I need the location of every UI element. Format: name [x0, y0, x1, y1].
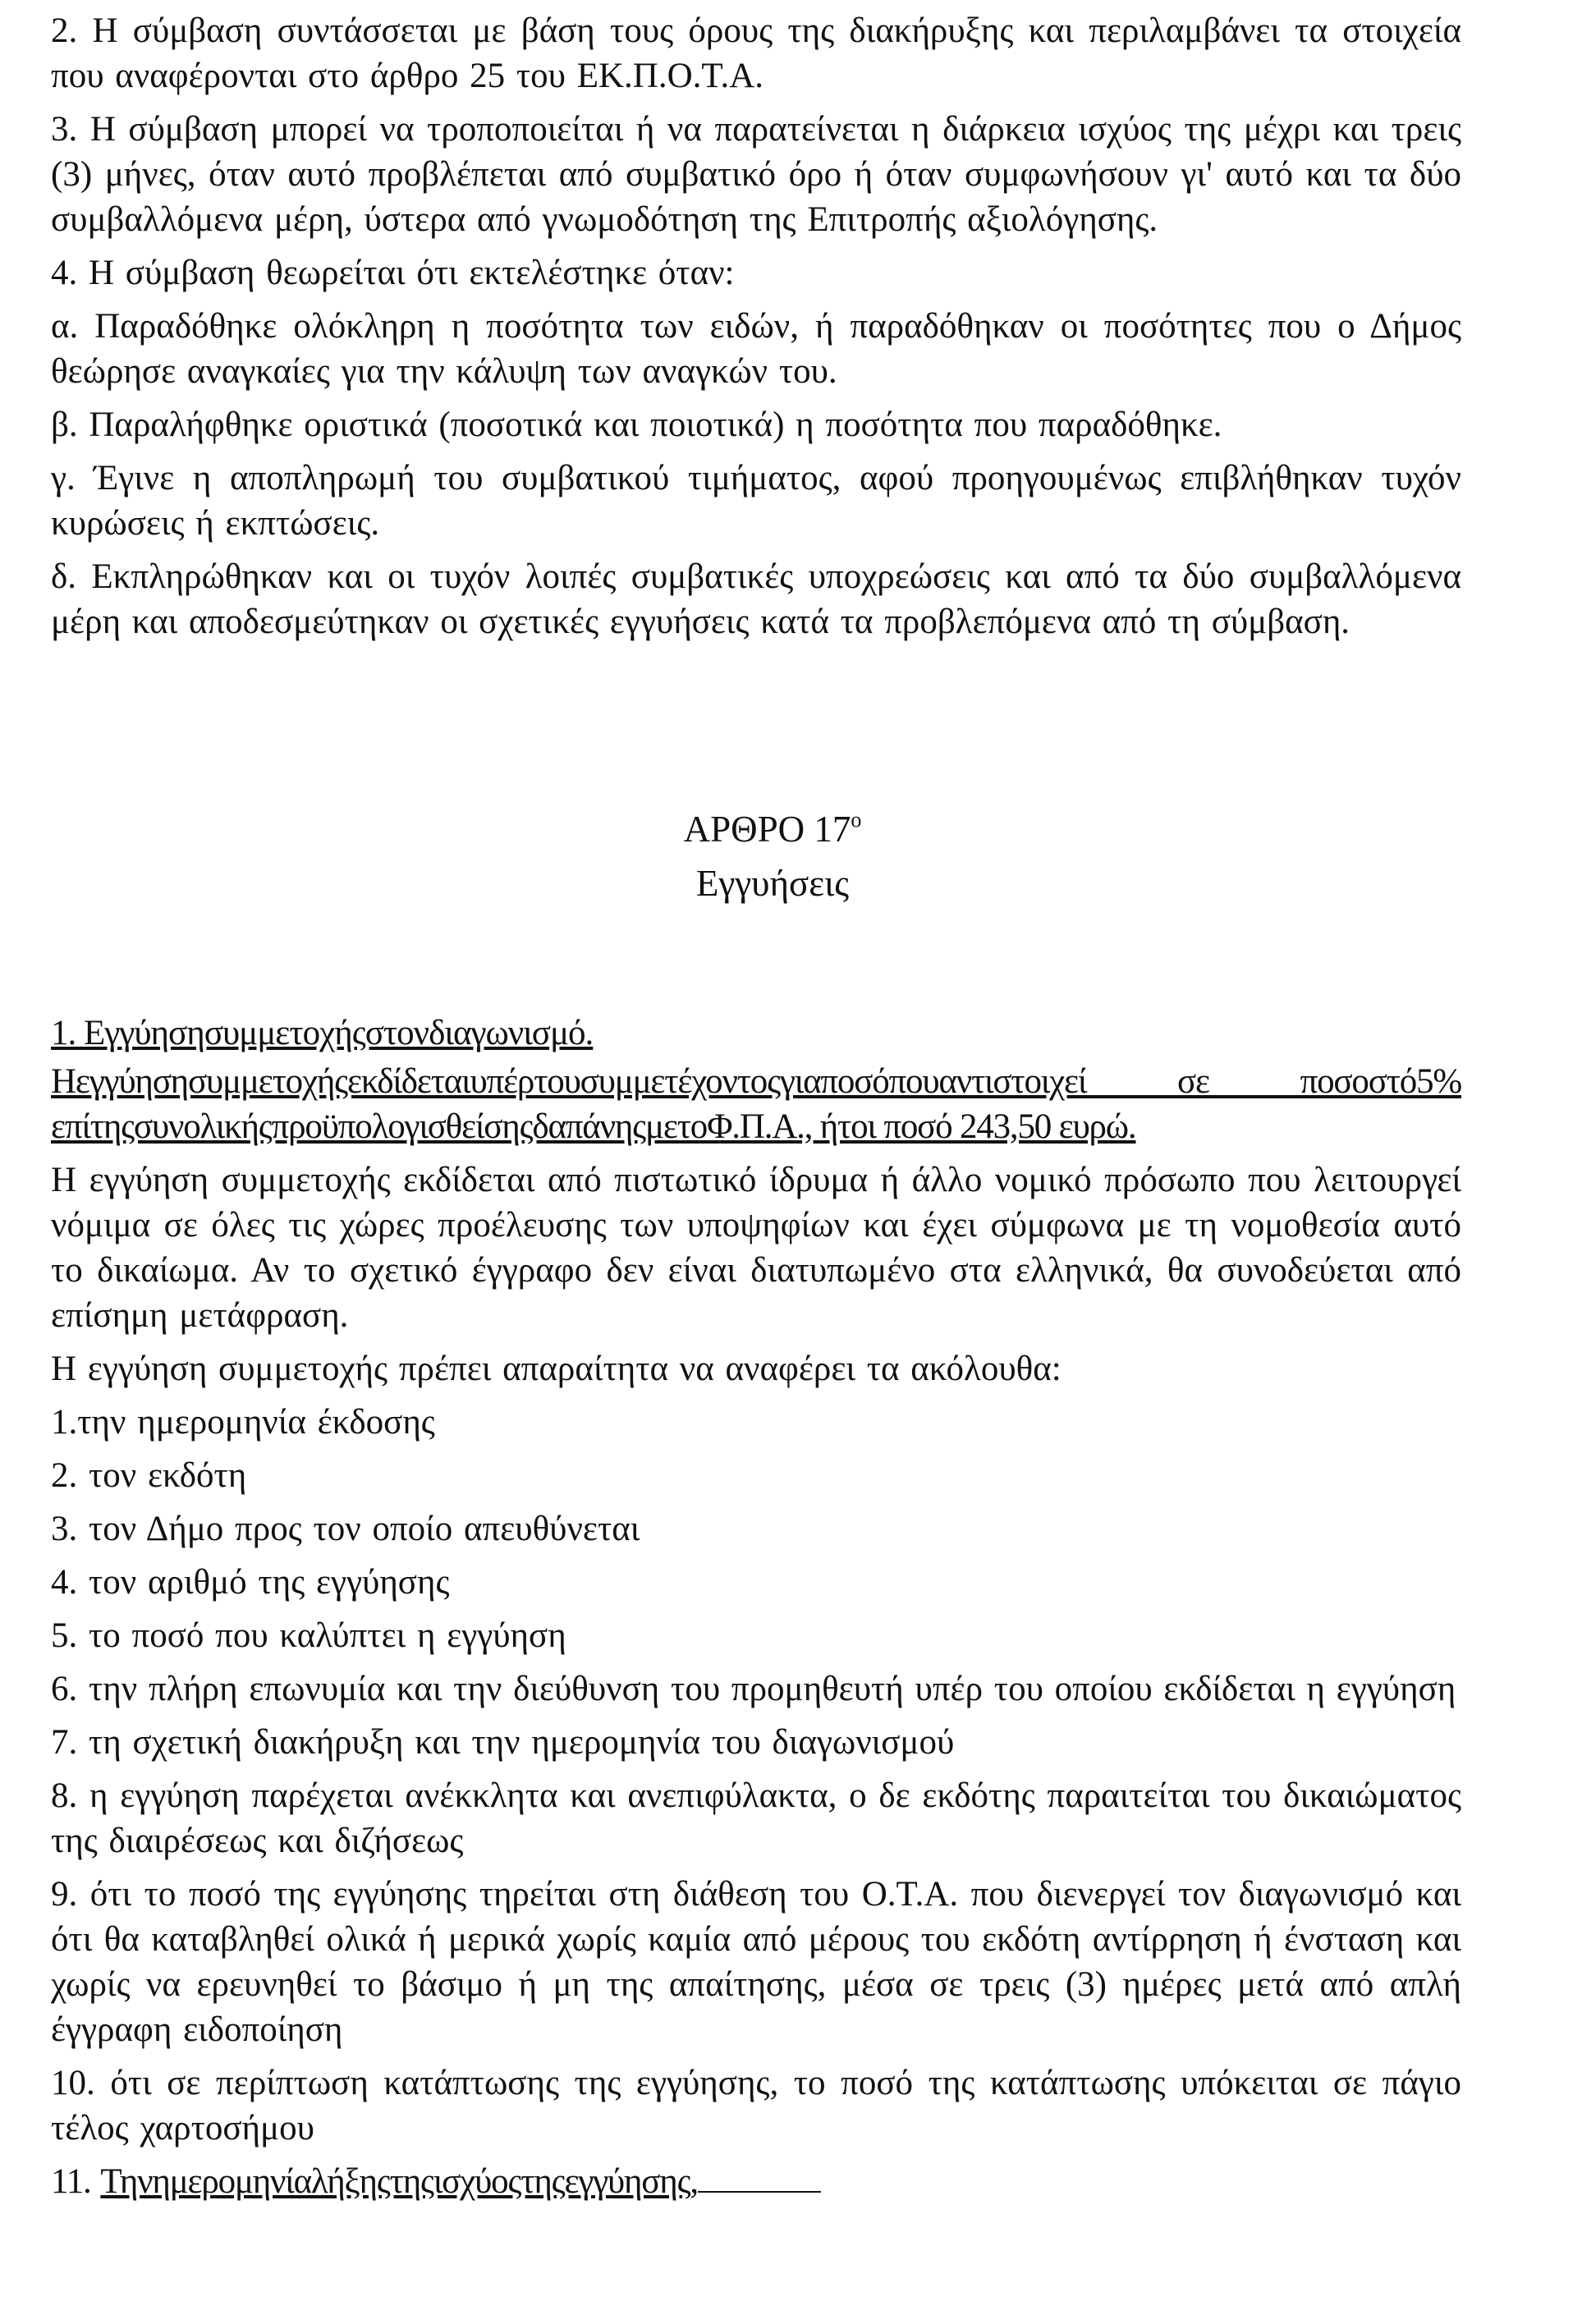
article-title-text: ΑΡΘΡΟ 17	[683, 809, 851, 850]
list-item: 8. η εγγύηση παρέχεται ανέκκλητα και ανεπιφύλακτα, ο δε εκδότης παραιτείται του δικαιώματος της διαιρέσεως και διζήσεως	[51, 1776, 1461, 1860]
list-item-number: 11.	[51, 2162, 91, 2201]
section-title: 1. Εγγύησησυμμετοχήςστονδιαγωνισμό.	[51, 1014, 594, 1052]
list-item: 7. τη σχετική διακήρυξη και την ημερομηνία του διαγωνισμού	[51, 1723, 955, 1762]
list-item: 9. ότι το ποσό της εγγύησης τηρείται στη διάθεση του Ο.Τ.Α. που διενεργεί τον διαγωνισμό και ότι θα καταβληθεί ολικά ή μερικά χωρίς καμία από μέρους του εκδότη αντίρρηση ή ένσταση και χωρίς να ερευνηθεί το βάσιμο ή μη της απαίτησης, μέσα σε τρεις (3) ημέρες μετά από απλή έγγραφη ειδοποίηση	[51, 1875, 1461, 2049]
paragraph-completion-d: δ. Εκπληρώθηκαν και οι τυχόν λοιπές συμβατικές υποχρεώσεις και από τα δύο συμβαλλόμενα μέρη και αποδεσμεύτηκαν οι σχετικές εγγυήσεις κατά τα προβλεπόμενα από τη σύμβαση.	[51, 557, 1461, 641]
list-item: 10. ότι σε περίπτωση κατάπτωσης της εγγύησης, το ποσό της κατάπτωσης υπόκειται σε πάγιο τέλος χαρτοσήμου	[51, 2064, 1461, 2148]
paragraph-guarantee-requirements: Η εγγύηση συμμετοχής πρέπει απαραίτητα να αναφέρει τα ακόλουθα:	[51, 1350, 1062, 1388]
list-item: 4. τον αριθμό της εγγύησης	[51, 1563, 450, 1602]
article-heading	[51, 804, 1461, 908]
list-item: 6. την πλήρη επωνυμία και την διεύθυνση του προμηθευτή υπέρ του οποίου εκδίδεται η εγγύηση	[51, 1670, 1456, 1708]
paragraph-contract-modification: 3. Η σύμβαση μπορεί να τροποποιείται ή να παρατείνεται η διάρκεια ισχύος της μέχρι και τρεις (3) μήνες, όταν αυτό προβλέπεται από συμβατικό όρο ή όταν συμφωνήσουν γι' αυτό και τα δύο συμβαλλόμενα μέρη, ύστερα από γνωμοδότηση της Επιτροπής αξιολόγησης.	[51, 110, 1461, 239]
document-page	[51, 8, 1461, 2212]
paragraph-guarantee-issuer: Η εγγύηση συμμετοχής εκδίδεται από πιστωτικό ίδρυμα ή άλλο νομικό πρόσωπο που λειτουργεί νόμιμα σε όλες τις χώρες προέλευσης των υποψηφίων και έχει σύμφωνα με τη νομοθεσία αυτό το δικαίωμα. Αν το σχετικό έγγραφο δεν είναι διατυπωμένο στα ελληνικά, θα συνοδεύεται από επίσημη μετάφραση.	[51, 1161, 1461, 1335]
list-item: 1.την ημερομηνία έκδοσης	[51, 1403, 435, 1442]
article-title-superscript: ο	[851, 808, 862, 832]
paragraph-completion-c: γ. Έγινε η αποπληρωμή του συμβατικού τιμήματος, αφού προηγουμένως επιβλήθηκαν τυχόν κυρώσεις ή εκπτώσεις.	[51, 459, 1461, 543]
article-subtitle: Εγγυήσεις	[695, 863, 850, 904]
guarantee-amount-text: Ηεγγύησησυμμετοχήςεκδίδεταιυπέρτουσυμμετέχοντοςγιαποσόπουαντιστοιχεί σε ποσοστό5% επίτηςσυνολικήςπροϋπολογισθείσηςδαπάνηςμετοΦ.Π.Α., ήτοι ποσό 243,50 ευρώ.	[51, 1062, 1461, 1146]
fill-in-blank-line	[698, 2160, 821, 2193]
requirements-list	[51, 1400, 1461, 2204]
list-item: 2. τον εκδότη	[51, 1456, 247, 1495]
list-item: 3. τον Δήμο προς τον οποίο απευθύνεται	[51, 1510, 640, 1548]
article-title	[51, 804, 1461, 854]
list-item-expiry	[51, 2159, 1461, 2204]
paragraph-completion-b: β. Παραλήφθηκε οριστικά (ποσοτικά και ποιοτικά) η ποσότητα που παραδόθηκε.	[51, 406, 1222, 444]
list-item-expiry-text: Τηνημερομηνίαλήξηςτηςισχύοςτηςεγγύησης,	[100, 2162, 698, 2201]
paragraph-contract-completion: 4. Η σύμβαση θεωρείται ότι εκτελέστηκε όταν:	[51, 254, 735, 292]
paragraph-completion-a: α. Παραδόθηκε ολόκληρη η ποσότητα των ειδών, ή παραδόθηκαν οι ποσότητες που ο Δήμος θεώρησε αναγκαίες για την κάλυψη των αναγκών του.	[51, 307, 1461, 391]
paragraph-contract-terms: 2. Η σύμβαση συντάσσεται με βάση τους όρους της διακήρυξης και περιλαμβάνει τα στοιχεία που αναφέρονται στο άρθρο 25 του ΕΚ.Π.Ο.Τ.Α.	[51, 11, 1461, 95]
list-item: 5. το ποσό που καλύπτει η εγγύηση	[51, 1616, 566, 1655]
